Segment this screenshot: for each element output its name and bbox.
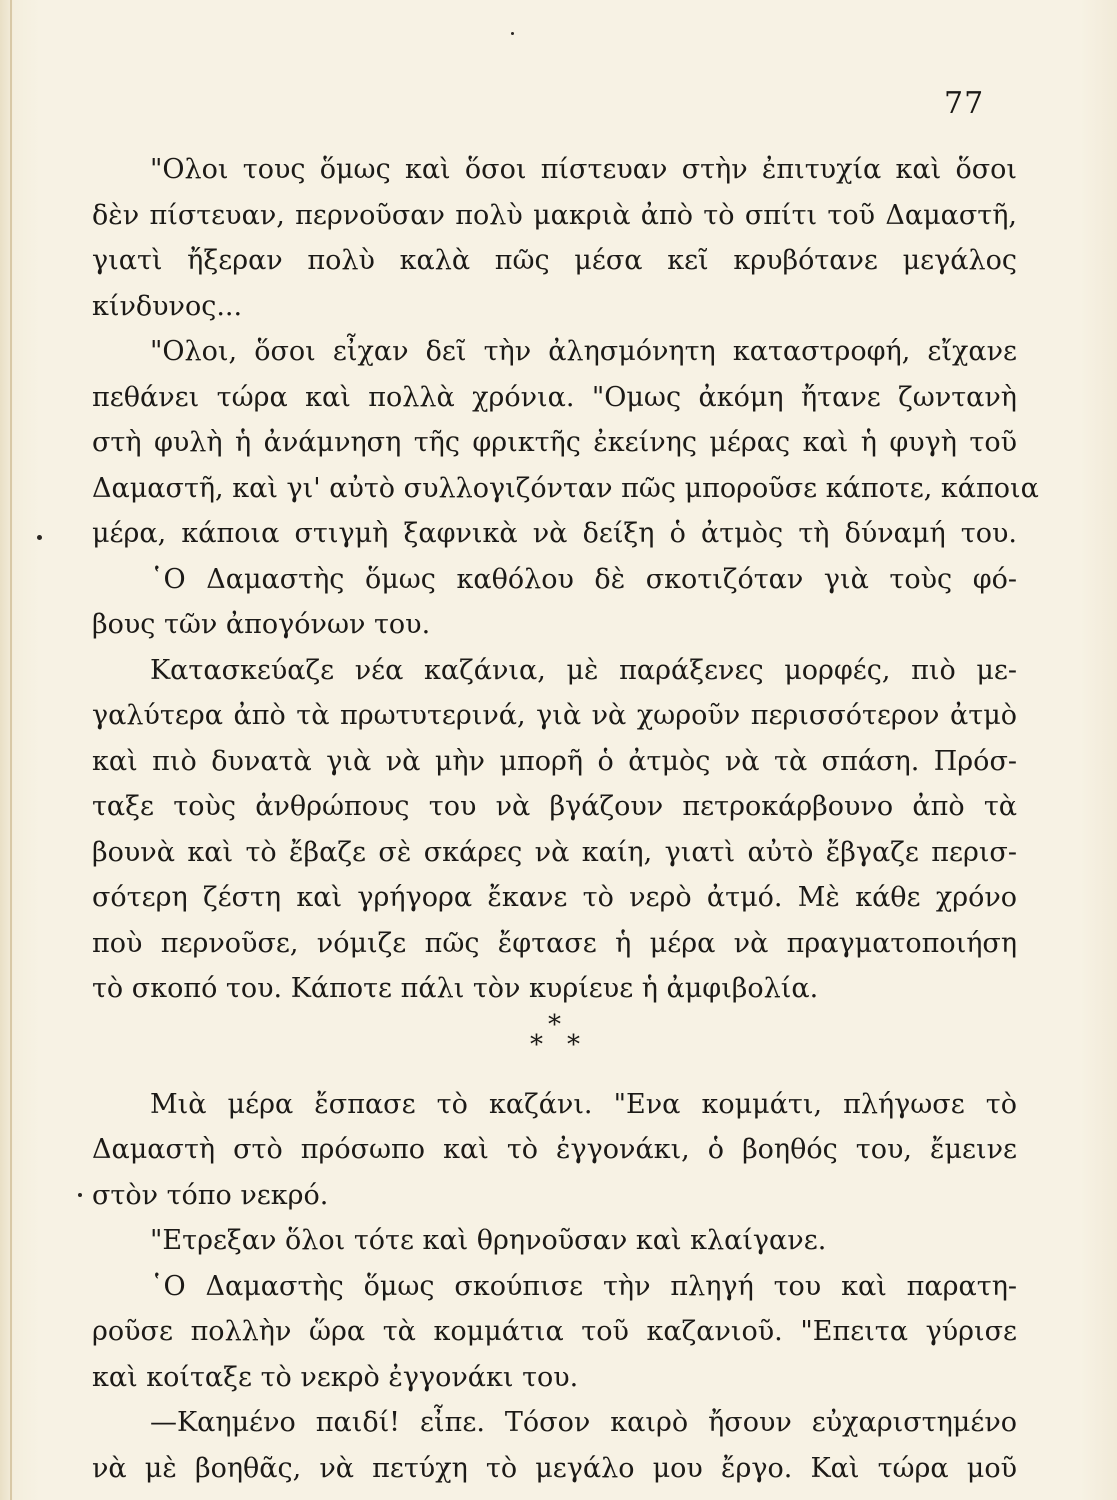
text-line: κίνδυνος...	[92, 290, 243, 322]
page-number: 77	[944, 86, 985, 121]
text-line: "Ετρεξαν ὅλοι τότε καὶ θρηνοῦσαν καὶ κλαίγανε.	[150, 1225, 827, 1256]
text-line: γαλύτερα ἀπὸ τὰ πρωτυτερινά, γιὰ νὰ χωροῦν περισσότερον ἀτμὸ	[92, 700, 1017, 731]
text-line: βουνὰ καὶ τὸ ἔβαζε σὲ σκάρες νὰ καίη, γιατὶ αὐτὸ ἔβγαζε περισ-	[92, 836, 1017, 868]
text-line: "Ολοι τους ὅμως καὶ ὅσοι πίστευαν στὴν ἐπιτυχία καὶ ὅσοι	[150, 154, 1017, 185]
stray-mark	[511, 32, 514, 35]
separator-asterisk: *	[548, 1009, 561, 1040]
page-gutter	[10, 0, 12, 1500]
text-line: νὰ μὲ βοηθᾶς, νὰ πετύχη τὸ μεγάλο μου ἔργο. Καὶ τώρα μοῦ	[92, 1452, 1017, 1484]
stray-mark	[78, 1193, 82, 1197]
text-line: στὴ φυλὴ ἡ ἀνάμνηση τῆς φρικτῆς ἐκείνης μέρας καὶ ἡ φυγὴ τοῦ	[92, 427, 1017, 458]
text-line: δὲν πίστευαν, περνοῦσαν πολὺ μακριὰ ἀπὸ τὸ σπίτι τοῦ Δαμαστῆ,	[92, 199, 1017, 231]
text-line: ῾Ο Δαμαστὴς ὅμως καθόλου δὲ σκοτιζόταν γιὰ τοὺς φό-	[150, 563, 1017, 595]
text-line: βους τῶν ἀπογόνων του.	[92, 609, 431, 640]
text-line: στὸν τόπο νεκρό.	[92, 1179, 329, 1211]
text-line: Δαμαστὴ στὸ πρόσωπο καὶ τὸ ἐγγονάκι, ὁ βοηθός του, ἔμεινε	[92, 1134, 1017, 1165]
text-line: καὶ πιὸ δυνατὰ γιὰ νὰ μὴν μπορῆ ὁ ἀτμὸς νὰ τὰ σπάση. Πρόσ-	[92, 745, 1017, 777]
text-line: καὶ κοίταξε τὸ νεκρὸ ἐγγονάκι του.	[92, 1361, 579, 1393]
text-line: "Ολοι, ὅσοι εἶχαν δεῖ τὴν ἀλησμόνητη καταστροφή, εἴχανε	[150, 336, 1017, 367]
text-line: τὸ σκοπό του. Κάποτε πάλι τὸν κυρίευε ἡ ἀμφιβολία.	[92, 973, 819, 1004]
stray-mark	[37, 535, 42, 540]
separator-asterisk: *	[530, 1029, 543, 1060]
text-line: Δαμαστῆ, καὶ γι' αὐτὸ συλλογιζόνταν πῶς μποροῦσε κάποτε, κάποια	[92, 472, 1039, 504]
text-line: ταξε τοὺς ἀνθρώπους του νὰ βγάζουν πετροκάρβουνο ἀπὸ τὰ	[92, 791, 1017, 822]
section-separator	[92, 1009, 1017, 1082]
text-line: Κατασκεύαζε νέα καζάνια, μὲ παράξενες μορφές, πιὸ με-	[150, 654, 1017, 686]
separator-asterisk: *	[567, 1029, 580, 1060]
body-text	[92, 147, 1039, 1491]
text-line: πεθάνει τώρα καὶ πολλὰ χρόνια. "Ομως ἀκόμη ἤτανε ζωντανὴ	[92, 381, 1017, 413]
text-line: γιατὶ ἤξεραν πολὺ καλὰ πῶς μέσα κεῖ κρυβότανε μεγάλος	[92, 245, 1017, 276]
text-line: —Καημένο παιδί! εἶπε. Τόσον καιρὸ ἤσουν εὐχαριστημένο	[150, 1407, 1017, 1438]
text-line: ποὺ περνοῦσε, νόμιζε πῶς ἔφτασε ἡ μέρα νὰ πραγματοποιήση	[92, 927, 1017, 959]
text-line: μέρα, κάποια στιγμὴ ξαφνικὰ νὰ δείξη ὁ ἀτμὸς τὴ δύναμή του.	[92, 518, 1017, 549]
text-line: σότερη ζέστη καὶ γρήγορα ἔκανε τὸ νερὸ ἀτμό. Μὲ κάθε χρόνο	[92, 882, 1017, 913]
text-line: ροῦσε πολλὴν ὥρα τὰ κομμάτια τοῦ καζανιοῦ. "Επειτα γύρισε	[92, 1316, 1017, 1347]
text-line: ῾Ο Δαμαστὴς ὅμως σκούπισε τὴν πληγή του καὶ παρατη-	[150, 1270, 1017, 1302]
text-line: Μιὰ μέρα ἔσπασε τὸ καζάνι. "Ενα κομμάτι, πλήγωσε τὸ	[150, 1088, 1017, 1120]
